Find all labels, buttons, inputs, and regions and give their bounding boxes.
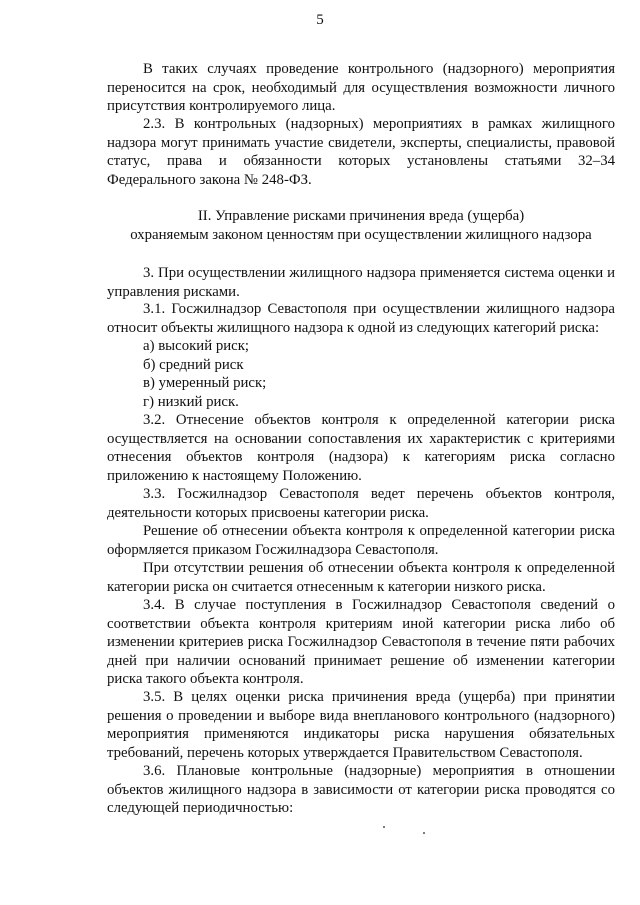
paragraph-cases: В таких случаях проведение контрольного (надзорного) мероприятия переносится на срок, необходимый для осуществления возможности личного присутствия контролируемого лица.: [107, 61, 615, 115]
risk-category-low: г) низкий риск.: [143, 394, 239, 410]
paragraph-3-1: 3.1. Госжилнадзор Севастополя при осуществлении жилищного надзора относит объекты жилищного надзора к одной из следующих категорий риска:: [107, 301, 615, 336]
paragraph-3-2: 3.2. Отнесение объектов контроля к определенной категории риска осуществляется на основании сопоставления их характеристик с критериями отнесения объектов контроля (надзора) к категориям риска согласно приложению к настоящему Положению.: [107, 412, 615, 484]
page-number: 5: [316, 12, 324, 28]
section-heading: [107, 207, 615, 244]
scan-speck: [383, 826, 385, 828]
paragraph-3-4: 3.4. В случае поступления в Госжилнадзор Севастополя сведений о соответствии объекта контроля критериям иной категории риска либо об изменении критериев риска Госжилнадзор Севастополя в течение пяти рабочих дней при наличии оснований принимает решение об изменении категории риска такого объекта контроля.: [107, 597, 615, 688]
risk-category-moderate: в) умеренный риск;: [143, 375, 267, 391]
risk-category-medium: б) средний риск: [143, 357, 244, 373]
paragraph-3: 3. При осуществлении жилищного надзора применяется система оценки и управления рисками.: [107, 265, 615, 300]
section-heading-line1: II. Управление рисками причинения вреда (ущерба): [197, 208, 525, 224]
risk-category-high: а) высокий риск;: [143, 338, 249, 354]
scan-speck: [423, 832, 425, 834]
paragraph-absence: При отсутствии решения об отнесении объекта контроля к определенной категории риска он считается отнесенным к категории низкого риска.: [107, 560, 615, 595]
paragraph-3-6: 3.6. Плановые контрольные (надзорные) мероприятия в отношении объектов жилищного надзора в зависимости от категории риска проводятся со следующей периодичностью:: [107, 763, 615, 817]
paragraph-decision: Решение об отнесении объекта контроля к определенной категории риска оформляется приказом Госжилнадзора Севастополя.: [107, 523, 615, 558]
section-heading-line2: охраняемым законом ценностям при осуществлении жилищного надзора: [130, 226, 592, 243]
paragraph-3-3: 3.3. Госжилнадзор Севастополя ведет перечень объектов контроля, деятельности которых присвоены категории риска.: [107, 486, 615, 521]
paragraph-2-3: 2.3. В контрольных (надзорных) мероприятиях в рамках жилищного надзора могут принимать участие свидетели, эксперты, специалисты, правовой статус, права и обязанности которых установлены статьями 32–34 Федерального закона № 248-ФЗ.: [107, 116, 615, 188]
paragraph-3-5: 3.5. В целях оценки риска причинения вреда (ущерба) при принятии решения о проведении и выборе вида внепланового контрольного (надзорного) мероприятия применяются индикаторы риска нарушения обязательных требований, перечень которых утверждается Правительством Севастополя.: [107, 689, 615, 761]
